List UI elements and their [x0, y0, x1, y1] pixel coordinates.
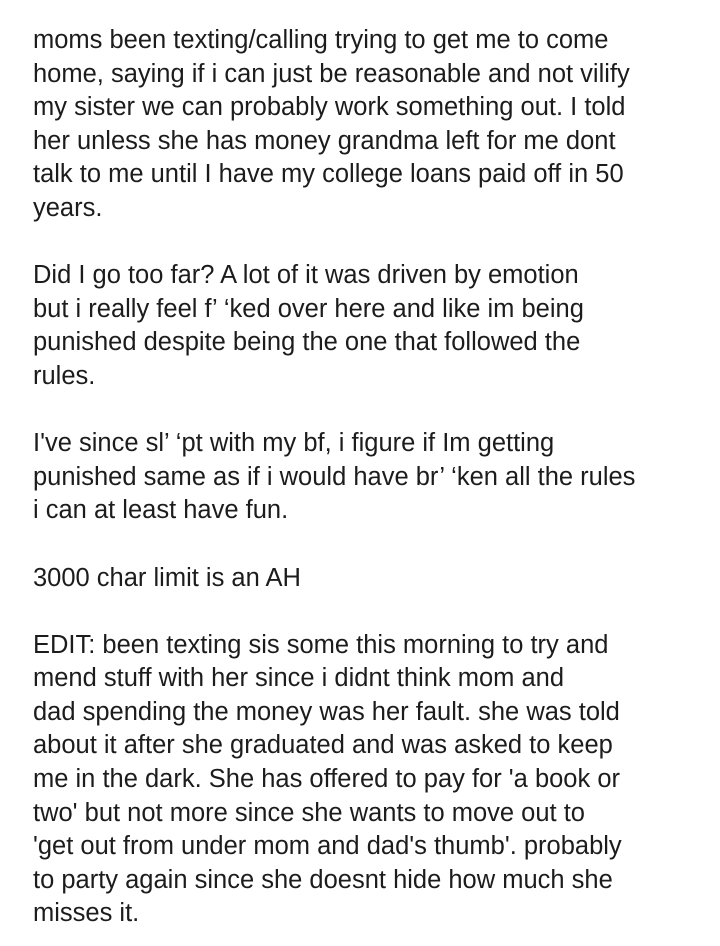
text-line: EDIT: been texting sis some this morning to try and [33, 630, 609, 659]
text-line: i can at least have fun. [33, 496, 289, 525]
text-line: her unless she has money grandma left for me dont [33, 126, 616, 155]
text-line: me in the dark. She has offered to pay for 'a book or [33, 765, 620, 794]
paragraph-since [33, 427, 703, 528]
text-line: dad spending the money was her fault. she was told [33, 697, 620, 726]
text-line: mend stuff with her since i didnt think mom and [33, 664, 565, 693]
text-line: talk to me until I have my college loans paid off in 50 [33, 160, 624, 189]
text-line: misses it. [33, 899, 140, 928]
text-line: punished same as if i would have br’ ‘ken all the rules [33, 462, 636, 491]
paragraph-char-limit [33, 562, 703, 596]
text-line: I've since sl’ ‘pt with my bf, i figure if Im getting [33, 429, 555, 458]
text-line: to party again since she doesnt hide how much she [33, 865, 613, 894]
text-line: my sister we can probably work something out. I told [33, 93, 626, 122]
paragraph-edit [33, 629, 703, 931]
text-line: about it after she graduated and was asked to keep [33, 731, 613, 760]
text-line: home, saying if i can just be reasonable and not vilify [33, 59, 630, 88]
text-line: rules. [33, 361, 96, 390]
text-line: but i really feel f’ ‘ked over here and like im being [33, 294, 584, 323]
text-line: 3000 char limit is an AH [33, 563, 301, 592]
text-line: two' but not more since she wants to move out to [33, 798, 585, 827]
text-line: 'get out from under mom and dad's thumb'. probably [33, 832, 622, 861]
paragraph-too-far [33, 259, 703, 393]
post-body [33, 24, 703, 931]
paragraph-mom-texting [33, 24, 703, 226]
text-line: years. [33, 193, 103, 222]
text-line: punished despite being the one that followed the [33, 328, 581, 357]
text-line: Did I go too far? A lot of it was driven by emotion [33, 261, 579, 290]
text-line: moms been texting/calling trying to get me to come [33, 26, 609, 54]
